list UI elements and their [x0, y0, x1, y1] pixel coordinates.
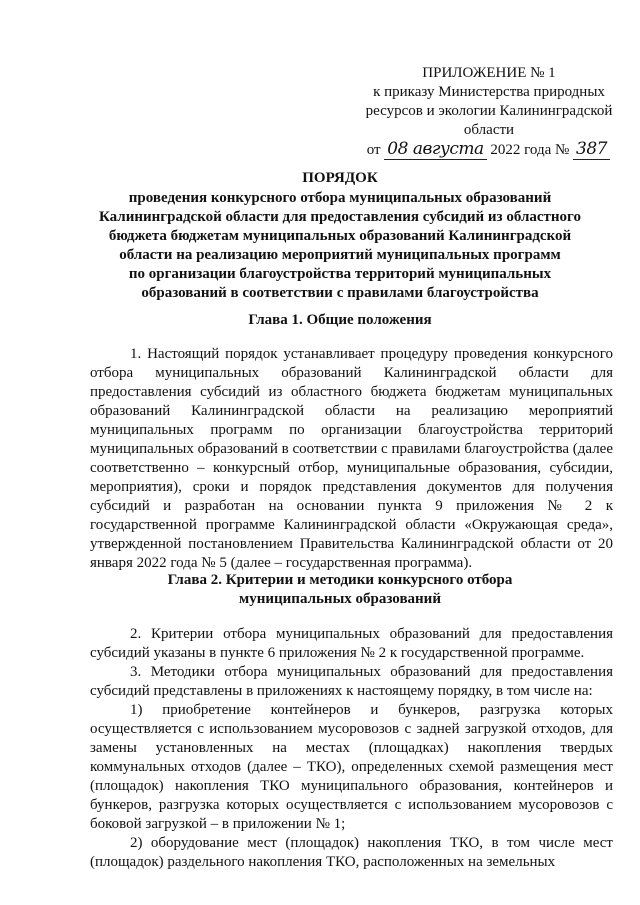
- title-line: по организации благоустройства территорий муниципальных: [128, 266, 552, 282]
- chapter2-heading: [80, 571, 600, 609]
- chapter2-heading-line2: муниципальных образований: [239, 591, 441, 607]
- chapter2-body: [90, 625, 613, 872]
- chapter2-heading-line1: Глава 2. Критерии и методики конкурсного отбора: [167, 572, 513, 588]
- paragraph: 1) приобретение контейнеров и бункеров, разгрузка которых осуществляется с использованием мусоровозов с задней загрузкой отходов, для замены установленных на местах (площадках) накопления твердых коммунальных отходов (далее – ТКО), определенных схемой размещения мест (площадок) накопления ТКО муниципального образования, контейнеров и бункеров, разгрузка которых осуществляется с использованием мусоровозов с боковой загрузкой – в приложении № 1;: [90, 702, 613, 832]
- appendix-title: ПРИЛОЖЕНИЕ № 1: [422, 65, 556, 81]
- appendix-line: ресурсов и экологии Калининградской: [365, 103, 613, 119]
- title-line: проведения конкурсного отбора муниципальных образований: [128, 190, 552, 206]
- order-date-line: [360, 140, 618, 160]
- from-label: от: [366, 142, 381, 158]
- title-line: Калининградской области для предоставления субсидий из областного: [99, 209, 581, 225]
- paragraph: 2) оборудование мест (площадок) накопления ТКО, в том числе мест (площадок) раздельного накопления ТКО, расположенных на земельных: [90, 835, 613, 870]
- title-main: ПОРЯДОК: [302, 170, 378, 186]
- document-title: [80, 169, 600, 303]
- title-line: области на реализацию мероприятий муниципальных программ: [119, 247, 561, 263]
- appendix-line: области: [463, 122, 515, 138]
- paragraph: 2. Критерии отбора муниципальных образований для предоставления субсидий указаны в пункте 6 приложения № 2 к государственной программе.: [90, 626, 613, 661]
- appendix-header: [360, 64, 618, 160]
- chapter1-body: [90, 345, 613, 573]
- handwritten-number: 387: [573, 140, 610, 160]
- appendix-line: к приказу Министерства природных: [373, 84, 605, 100]
- paragraph: 1. Настоящий порядок устанавливает процедуру проведения конкурсного отбора муниципальных образований Калининградской области для предоставления субсидий из областного бюджета бюджетам муниципальных образований Калининградской области на реализацию мероприятий муниципальных программ по организации благоустройства территорий муниципальных образований в соответствии с правилами благоустройства (далее соответственно – конкурсный отбор, муниципальные образования, субсидии, мероприятия), сроки и порядок представления документов для получения субсидий и разработан на основании пункта 9 приложения № 2 к государственной программе Калининградской области «Окружающая среда», утвержденной постановлением Правительства Калининградской области от 20 января 2022 года № 5 (далее – государственная программа).: [90, 346, 613, 571]
- year-label: 2022 года №: [490, 142, 570, 158]
- title-line: образований в соответствии с правилами благоустройства: [141, 285, 539, 301]
- handwritten-date: 08 августа: [384, 140, 486, 160]
- title-line: бюджета бюджетам муниципальных образований Калининградской: [108, 228, 572, 244]
- chapter1-heading: Глава 1. Общие положения: [248, 312, 432, 328]
- paragraph: 3. Методики отбора муниципальных образований для предоставления субсидий представлены в приложениях к настоящему порядку, в том числе на:: [90, 664, 613, 699]
